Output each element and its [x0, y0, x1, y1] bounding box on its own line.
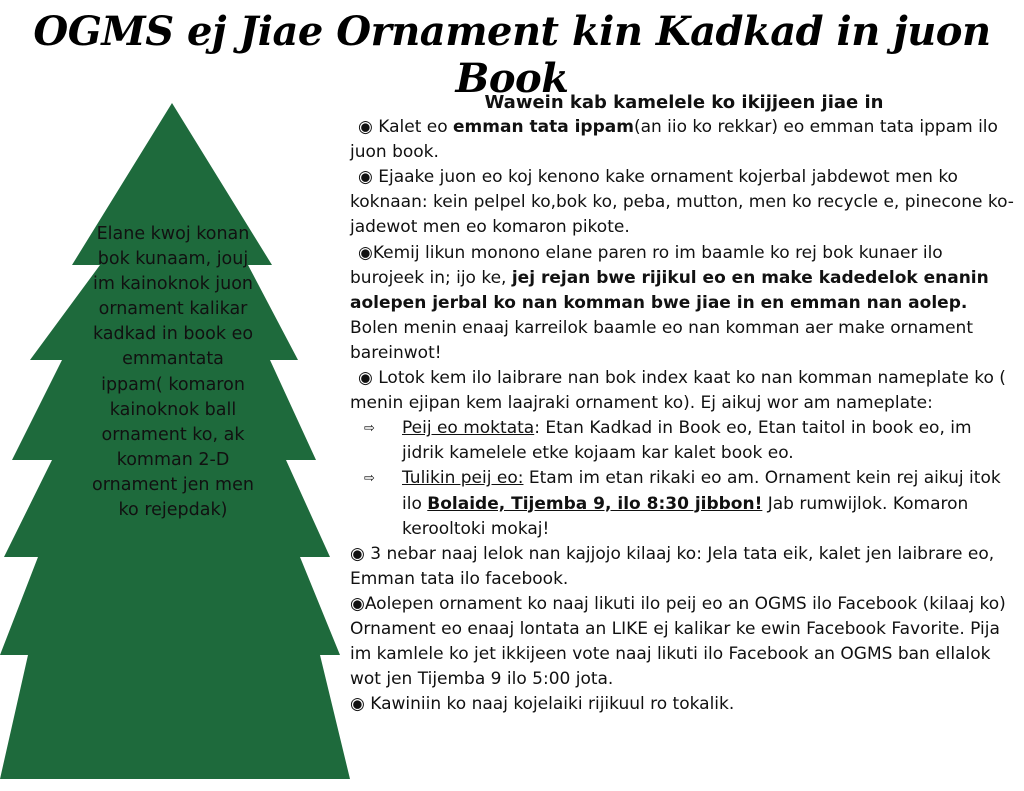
instruction-paragraph-3: ◉Kemij likun monono elane paren ro im baamle ko rej bok kunaer ilo burojeek in; ijo ke, jej rejan bwe rijikul eo en make kadedelok enanin aolepen jerbal ko nan komman bwe jiae in en emman nan aolep. Bolen menin enaaj karreilok baamle eo nan komman aer make ornament bareinwot!	[350, 242, 989, 363]
instruction-paragraph-4: ◉ Lotok kem ilo laibrare nan bok index kaat ko nan komman nameplate ko ( menin ejipan kem laajraki ornament ko). Ej aikuj wor am nameplate:	[350, 368, 1006, 414]
nameplate-back-item: ⇨ Tulikin peij eo: Etam im etan rikaki eo am. Ornament kein rej aikuj itok ilo Bolaide, Tijemba 9, ilo 8:30 jibbon! Jab rumwijlok. Komaron kerooltoki mokaj!	[364, 468, 1001, 539]
page-title: OGMS ej Jiae Ornament kin Kadkad in juon Book	[33, 8, 991, 102]
instruction-paragraph-2: ◉ Ejaake juon eo koj kenono kake ornament kojerbal jabdewot men ko koknaan: kein pelpel ko,bok ko, peba, mutton, men ko recycle e, pinecone ko- jadewot men eo komaron pikote.	[350, 167, 1014, 238]
tree-instructions-text: Elane kwoj konan bok kunaam, jouj im kainoknok juon ornament kalikar kadkad in book eo emmantata ippam( komaron kainoknok ball ornament ko, ak komman 2-D ornament jen men ko rejepdak)	[92, 224, 254, 521]
instructions-heading: Wawein kab kamelele ko ikijjeen jiae in	[484, 92, 884, 113]
bullet-icon: ◉	[358, 242, 373, 263]
bullet-icon: ◉	[350, 694, 365, 715]
bullet-icon: ◉	[358, 117, 373, 138]
instruction-paragraph-1: ◉ Kalet eo emman tata ippam(an iio ko rekkar) eo emman tata ippam ilo juon book.	[350, 117, 998, 163]
bullet-icon: ◉	[358, 368, 373, 389]
arrow-right-icon: ⇨	[364, 421, 375, 437]
instruction-paragraph-6: ◉Aolepen ornament ko naaj likuti ilo peij eo an OGMS ilo Facebook (kilaaj ko) Ornament eo enaaj lontata an LIKE ej kalikar ke ewin Facebook Favorite. Pija im kamlele ko jet ikkijeen vote naaj likuti ilo Facebook an OGMS ban ellalok wot jen Tijemba 9 ilo 5:00 jota.	[350, 593, 1006, 690]
instruction-paragraph-7: ◉ Kawiniin ko naaj kojelaiki rijikuul ro tokalik.	[350, 694, 735, 715]
due-date: Bolaide, Tijemba 9, ilo 8:30 jibbon!	[427, 493, 763, 514]
nameplate-front-item: ⇨ Peij eo moktata: Etan Kadkad in Book eo, Etan taitol in book eo, im jidrik kamelele etke kojaam kar kalet book eo.	[364, 418, 972, 464]
bullet-icon: ◉	[350, 593, 365, 614]
bullet-icon: ◉	[350, 543, 365, 564]
instruction-paragraph-5: ◉ 3 nebar naaj lelok nan kajjojo kilaaj ko: Jela tata eik, kalet jen laibrare eo, Emman tata ilo facebook.	[350, 543, 995, 589]
bullet-icon: ◉	[358, 167, 373, 188]
arrow-right-icon: ⇨	[364, 471, 375, 487]
instructions-panel	[350, 90, 1018, 717]
